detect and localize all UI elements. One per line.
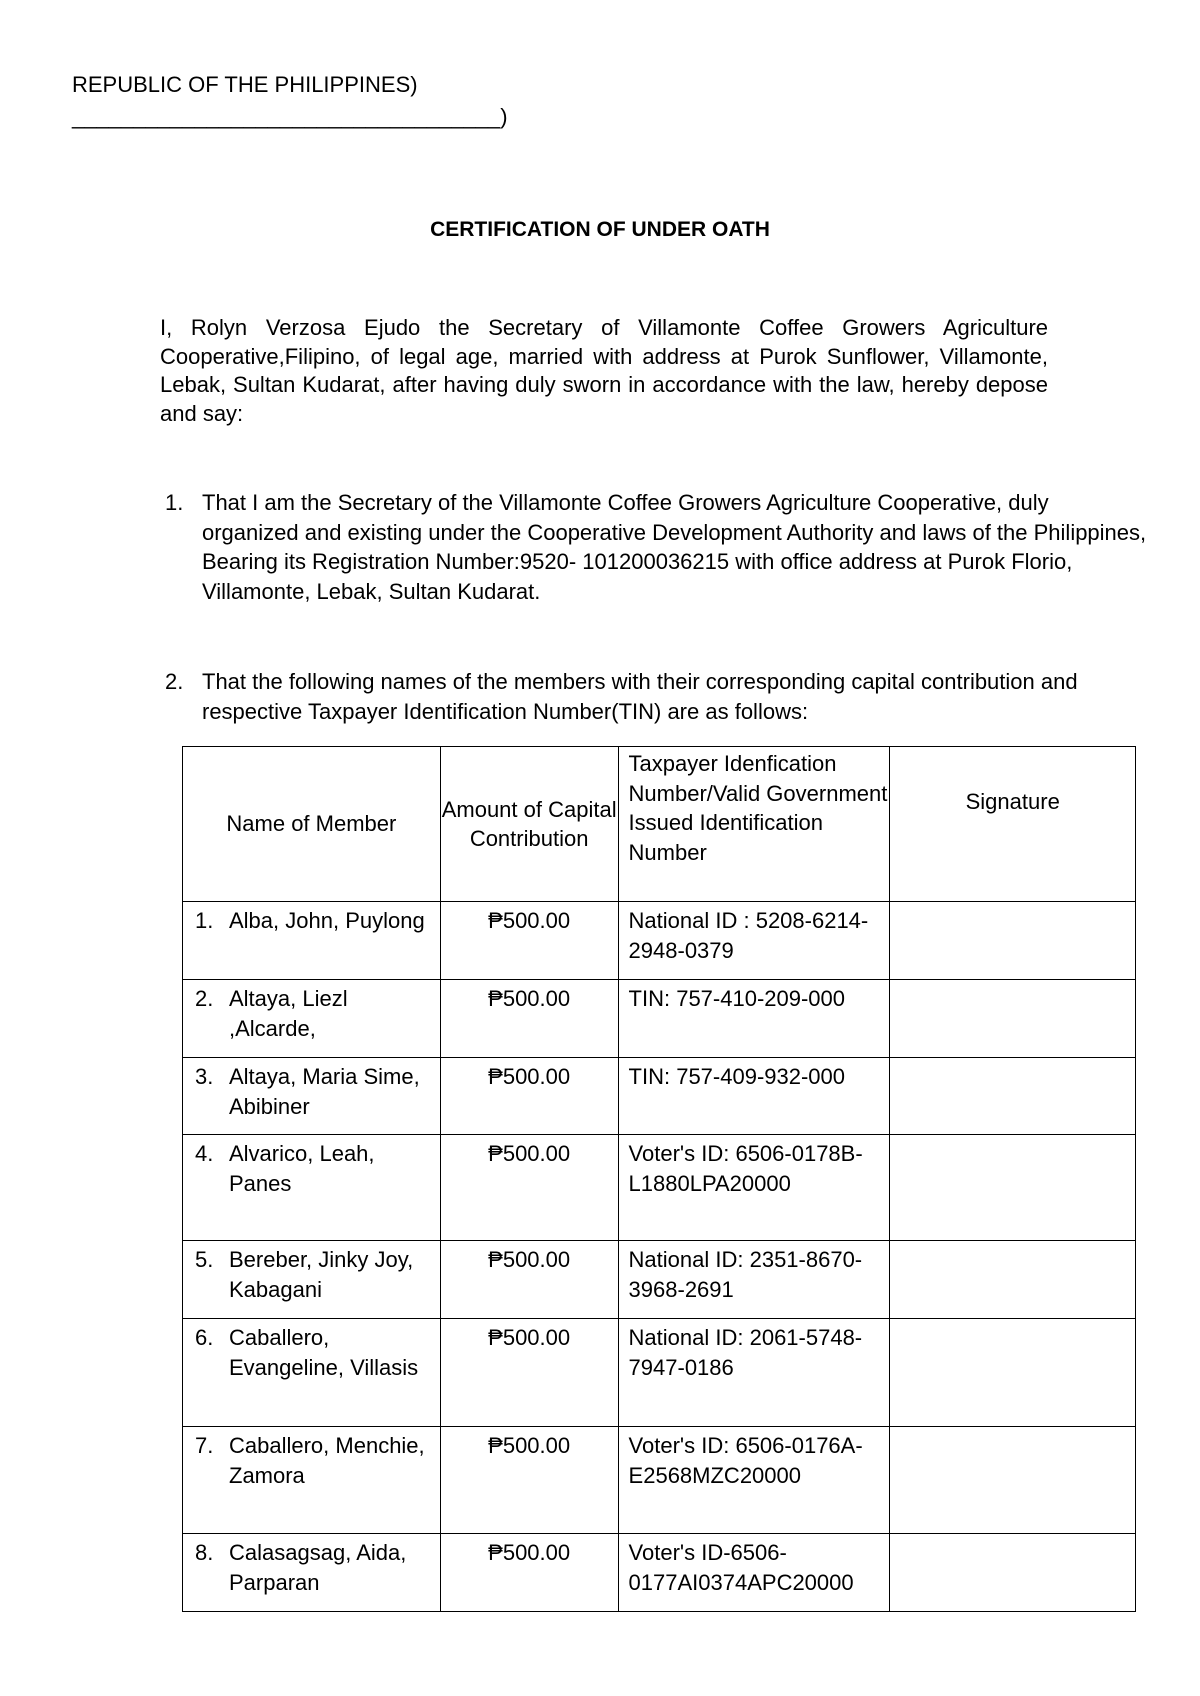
member-name-cell (183, 902, 441, 980)
row-number: 5. (195, 1247, 214, 1272)
row-number: 4. (195, 1141, 214, 1166)
id-number: Voter's ID: 6506-0176A-E2568MZC20000 (618, 1427, 890, 1534)
member-name: Caballero, Menchie, Zamora (229, 1433, 425, 1488)
row-number: 3. (195, 1064, 214, 1089)
table-row (183, 1135, 1136, 1241)
member-name-cell (183, 1241, 441, 1319)
capital-amount: ₱500.00 (440, 902, 618, 980)
signature-cell[interactable] (890, 1058, 1136, 1135)
id-number: National ID : 5208-6214-2948-0379 (618, 902, 890, 980)
statement-item (160, 488, 1150, 606)
header-amount: Amount of Capital Contribution (440, 747, 618, 902)
capital-amount: ₱500.00 (440, 1135, 618, 1241)
table-row (183, 1058, 1136, 1135)
capital-amount: ₱500.00 (440, 1319, 618, 1427)
member-name: Calasagsag, Aida, Parparan (229, 1540, 407, 1595)
member-name-cell (183, 1058, 441, 1135)
signature-cell[interactable] (890, 1319, 1136, 1427)
row-number: 2. (195, 986, 214, 1011)
table-row (183, 1534, 1136, 1612)
member-name: Alba, John, Puylong (229, 908, 425, 933)
row-number: 8. (195, 1540, 214, 1565)
table-row (183, 1241, 1136, 1319)
member-name-cell (183, 1135, 441, 1241)
header-tin: Taxpayer Idenfication Number/Valid Government Issued Identification Number (618, 747, 890, 902)
header-name-of-member: Name of Member (183, 747, 441, 902)
id-number: TIN: 757-409-932-000 (618, 1058, 890, 1135)
member-name: Alvarico, Leah, Panes (229, 1141, 375, 1196)
venue-line-country: REPUBLIC OF THE PHILIPPINES) (72, 72, 418, 97)
member-name: Caballero, Evangeline, Villasis (229, 1325, 419, 1380)
member-name-cell (183, 1319, 441, 1427)
table-row (183, 1427, 1136, 1534)
capital-amount: ₱500.00 (440, 1058, 618, 1135)
table-header-row (183, 747, 1136, 902)
member-name: Bereber, Jinky Joy, Kabagani (229, 1247, 414, 1302)
signature-cell[interactable] (890, 980, 1136, 1058)
id-number: TIN: 757-410-209-000 (618, 980, 890, 1058)
capital-amount: ₱500.00 (440, 1241, 618, 1319)
row-number: 7. (195, 1433, 214, 1458)
numbered-statements (160, 488, 1150, 726)
member-name: Altaya, Maria Sime, Abibiner (229, 1064, 420, 1119)
statement-item (160, 667, 1150, 726)
id-number: National ID: 2351-8670-3968-2691 (618, 1241, 890, 1319)
table-row (183, 902, 1136, 980)
venue-line-blank: ___________________________________) (72, 104, 508, 129)
statement-number: 2. (165, 669, 184, 694)
statement-text: That the following names of the members with their corresponding capital contribution and respective Taxpayer Identification Number(TIN) are as follows: (202, 669, 1078, 724)
table-row (183, 1319, 1136, 1427)
statement-text: That I am the Secretary of the Villamonte Coffee Growers Agriculture Cooperative, duly organized and existing under the Cooperative Development Authority and laws of the Philippines, Bearing its Registration Number:9520- 101200036215 with office address at Purok Florio, Villamonte, Lebak, Sultan Kudarat. (202, 490, 1147, 604)
header-signature: Signature (890, 747, 1136, 902)
members-table (182, 746, 1136, 1612)
intro-paragraph: I, Rolyn Verzosa Ejudo the Secretary of Villamonte Coffee Growers Agriculture Cooperative,Filipino, of legal age, married with address at Purok Sunflower, Villamonte, Lebak, Sultan Kudarat, after having duly sworn in accordance with the law, hereby depose and say: (160, 315, 1048, 426)
member-name-cell (183, 1427, 441, 1534)
signature-cell[interactable] (890, 1135, 1136, 1241)
id-number: National ID: 2061-5748-7947-0186 (618, 1319, 890, 1427)
capital-amount: ₱500.00 (440, 980, 618, 1058)
signature-cell[interactable] (890, 1534, 1136, 1612)
row-number: 6. (195, 1325, 214, 1350)
capital-amount: ₱500.00 (440, 1534, 618, 1612)
member-name: Altaya, Liezl ,Alcarde, (229, 986, 348, 1041)
signature-cell[interactable] (890, 902, 1136, 980)
signature-cell[interactable] (890, 1241, 1136, 1319)
signature-cell[interactable] (890, 1427, 1136, 1534)
row-number: 1. (195, 908, 214, 933)
capital-amount: ₱500.00 (440, 1427, 618, 1534)
table-row (183, 980, 1136, 1058)
id-number: Voter's ID-6506-0177AI0374APC20000 (618, 1534, 890, 1612)
member-name-cell (183, 1534, 441, 1612)
document-title: CERTIFICATION OF UNDER OATH (430, 218, 770, 241)
statement-number: 1. (165, 490, 184, 515)
id-number: Voter's ID: 6506-0178B-L1880LPA20000 (618, 1135, 890, 1241)
member-name-cell (183, 980, 441, 1058)
